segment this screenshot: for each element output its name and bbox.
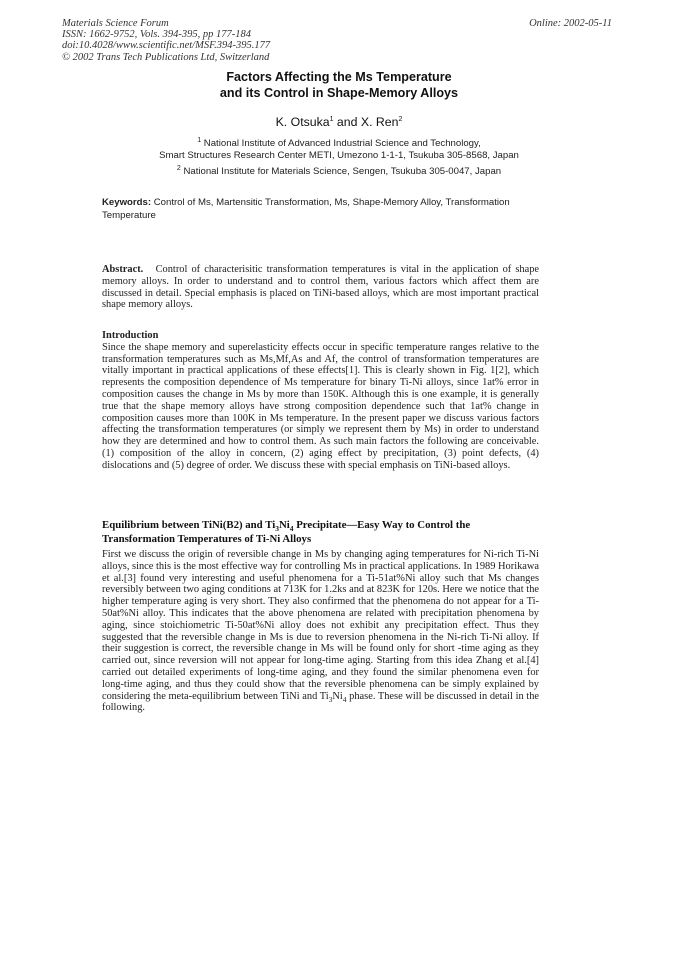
section-2-heading-part: Precipitate—Easy Way to Control the Transformation Temperatures of Ti-Ni Alloys: [102, 519, 471, 545]
title-line-1: Factors Affecting the Ms Temperature: [226, 70, 452, 84]
section-2-text: [102, 549, 539, 714]
affiliation-1: [0, 138, 678, 162]
paper-title: [0, 69, 678, 101]
online-date: Online: 2002-05-11: [529, 18, 612, 29]
journal-name: Materials Science Forum: [62, 18, 169, 29]
introduction-section: [102, 330, 539, 472]
affiliation-2-mark: 2: [176, 164, 181, 172]
author-2: and X. Ren: [333, 115, 399, 129]
abstract: [102, 264, 539, 311]
abstract-label: Abstract.: [102, 264, 144, 275]
subscript: 3: [275, 524, 279, 534]
affiliation-1-line-2: Smart Structures Research Center METI, Umezono 1-1-1, Tsukuba 305-8568, Japan: [159, 150, 519, 161]
copyright-line: © 2002 Trans Tech Publications Ltd, Switzerland: [62, 51, 270, 63]
author-2-affil-mark: 2: [398, 115, 403, 123]
subscript: 3: [328, 694, 333, 704]
section-2-heading: [102, 518, 542, 546]
subscript: 4: [289, 524, 294, 534]
keywords-text: Control of Ms, Martensitic Transformation, Ms, Shape-Memory Alloy, Transformation Temperature: [102, 197, 510, 222]
section-2-text-part: First we discuss the origin of reversible change in Ms by changing aging temperatures for Ni-rich Ti-Ni alloys, since this is the most effective way for controlling Ms in practical applications. In 1989 Horikawa et al.[3] found very interesting and useful phenomena for a Ti-51at%Ni alloy such that Ms changes reversibly between two aging conditions at 713K for 1.2ks and at 823K for 120s. Here we notice that the higher temperature aging is very short. They also confirmed that the phenomena do not appear for a Ti-50at%Ni alloy. This indicates that the above phenomena are related with precipitation phenomena by aging, since stoichiometric Ti-50at%Ni alloy does not exhibit any precipitation effect. Thus they suggested that the reversible change in Ms is due to reversion phenomena in the Ni-rich Ti-Ni alloy. If their suggestion is correct, the reversible change in Ms will be found only for short -time aging as they carried out, since reversion will not appear for long-time aging. Starting from this idea Zhang et al.[4] carried out detailed experiments of long-time aging, and they found the similar phenomena even for long-time aging, and thus they could show that the reversible phenomena can be simply explained by considering the meta-equilibrium between TiNi and Ti: [102, 549, 539, 702]
author-1-affil-mark: 1: [329, 115, 334, 123]
affiliation-2: [0, 166, 678, 178]
keywords-label: Keywords:: [102, 197, 152, 208]
introduction-text: Since the shape memory and superelasticity effects occur in specific temperature ranges relative to the transformation temperatures such as Ms,Mf,As and Af, the control of transformation temperatures are vitally important in practical applications of these effects[1]. This is clearly shown in Fig. 1[2], which represents the composition dependence of Ms temperature for binary Ti-Ni alloys, since 1at% error in composition causes the change in Ms by more than 150K. Although this is one example, it is generally true that the shape memory alloys have strong composition dependence such that 1at% change in composition causes more than 100K in Ms temperature. In the present paper we discuss various factors affecting the transformation temperatures (or simply we represent them by Ms) in order to understand how they are determined and how to control them. As such main factors the following are conceivable.(1) composition of the alloy in concern, (2) aging effect by precipitation, (3) point defects, (4) dislocations and (5) degree of order. We discuss these with special emphasis on TiNi-based alloys.: [102, 341, 539, 471]
section-2-text-part: Ni: [332, 690, 343, 702]
affiliation-1-mark: 1: [197, 136, 202, 144]
section-2-text-part: phase. These will be discussed in detail in the following.: [102, 690, 540, 714]
doi-line: doi:10.4028/www.scientific.net/MSF.394-395.177: [62, 40, 271, 52]
keywords: [102, 196, 542, 223]
author-1: K. Otsuka: [275, 115, 330, 129]
section-2-heading-part: Ni: [278, 519, 290, 531]
journal-header: [62, 18, 270, 63]
issn-line: ISSN: 1662-9752, Vols. 394-395, pp 177-184: [62, 29, 251, 41]
abstract-text: Control of characterisitic transformation temperatures is vital in the application of shape memory alloys. In order to understand and to control them, various factors which affect them are discussed in detail. Special emphasis is placed on TiNi-based alloys, which are most important practical shape memory alloys.: [102, 264, 539, 311]
subscript: 4: [342, 694, 347, 704]
title-line-2: and its Control in Shape-Memory Alloys: [219, 86, 459, 100]
section-2-heading-part: Equilibrium between TiNi(B2) and Ti: [102, 519, 276, 531]
introduction-heading: Introduction: [102, 330, 159, 341]
author-list: [0, 115, 678, 129]
affiliation-2-text: National Institute for Materials Science, Sengen, Tsukuba 305-0047, Japan: [183, 166, 502, 177]
affiliation-1-line-1: National Institute of Advanced Industrial Science and Technology,: [203, 138, 481, 149]
